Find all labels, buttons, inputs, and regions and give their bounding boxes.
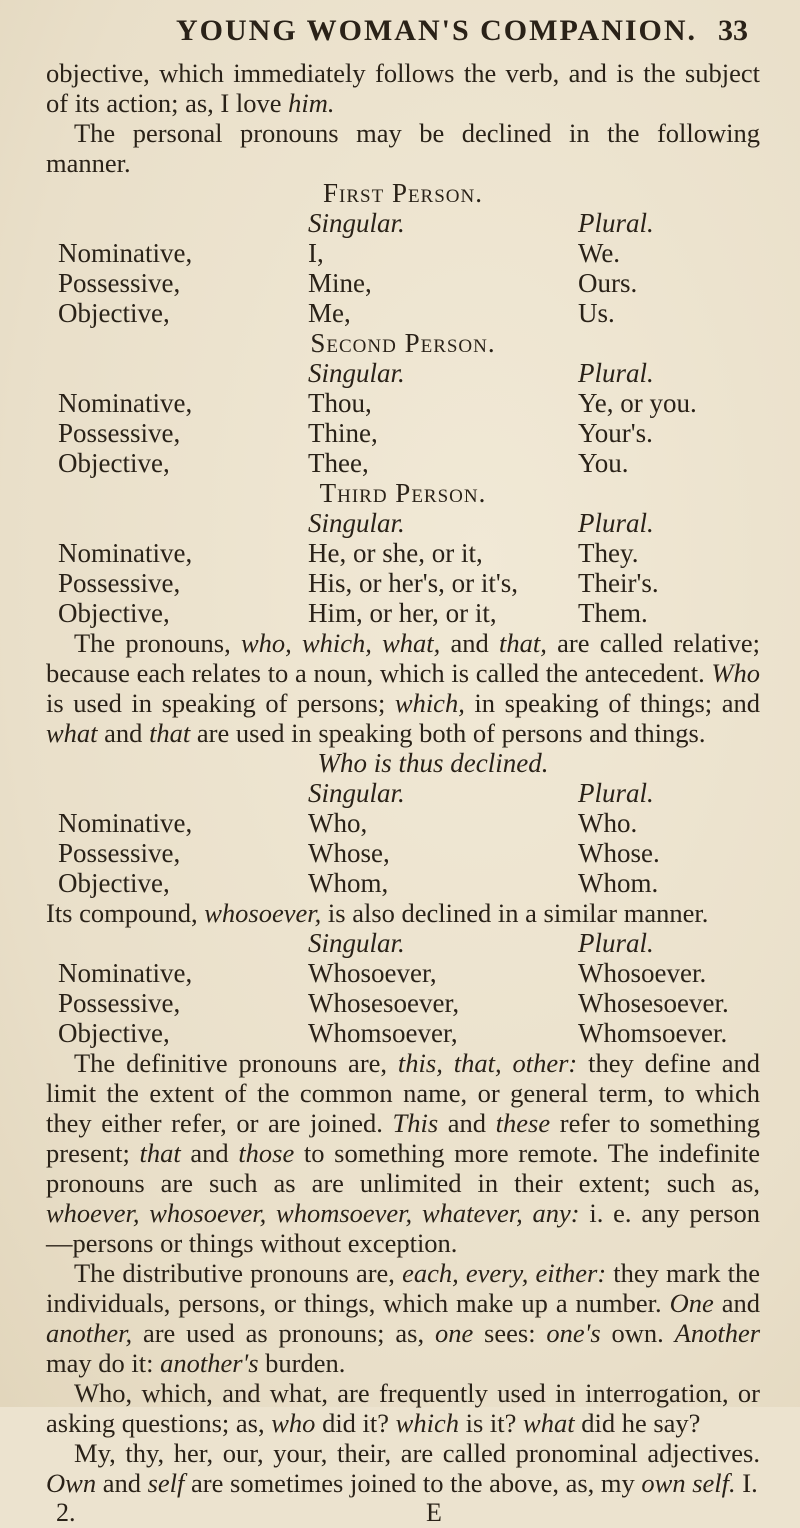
case-label: Objective, — [58, 1018, 170, 1048]
text-run: self — [147, 1468, 185, 1498]
plural-header: Plural. — [578, 208, 654, 238]
text-run: these — [495, 1108, 551, 1138]
text-run: another's — [160, 1348, 259, 1378]
third-person-heading: Third Person. — [319, 478, 487, 508]
case-label: Possessive, — [58, 568, 181, 598]
text-run: are called relative; because each relates to a noun, which is called the antecedent. — [46, 628, 761, 688]
plural-header: Plural. — [578, 778, 654, 808]
text-run: Another — [674, 1318, 761, 1348]
text-run: did it? — [315, 1408, 396, 1438]
plural-header: Plural. — [578, 508, 654, 538]
case-label: Nominative, — [58, 538, 193, 568]
who-table — [46, 778, 760, 898]
singular-form: Mine, — [308, 268, 372, 298]
text-run: Its compound, — [46, 898, 205, 928]
text-run: are sometimes joined to the above, as, my — [184, 1468, 642, 1498]
text-run: and — [97, 718, 150, 748]
text-run: one — [434, 1318, 474, 1348]
table-row — [46, 988, 760, 1018]
table-header — [46, 508, 760, 538]
table-row — [46, 958, 760, 988]
case-label: Nominative, — [58, 238, 193, 268]
third-person-table — [46, 508, 760, 628]
text-run: in speaking of things; and — [464, 688, 760, 718]
text-run: they mark the individuals, persons, or things, which make up a number. — [46, 1258, 760, 1318]
text-run: are used in speaking both of persons and things. — [190, 718, 706, 748]
intro-paragraph — [46, 58, 760, 118]
singular-form: His, or her's, or it's, — [308, 568, 518, 598]
plural-form: Whosoever. — [578, 958, 707, 988]
text-run: to something more remote. The indefinite pronouns are such as are unlimited in their extent; such as, — [46, 1138, 761, 1198]
case-label: Nominative, — [58, 388, 193, 418]
text-run: whosoever, — [204, 898, 322, 928]
case-label: Objective, — [58, 868, 170, 898]
text-run: and — [180, 1138, 239, 1168]
text-run: refer to something present; — [46, 1108, 760, 1168]
text-run: One — [669, 1288, 714, 1318]
singular-form: Whose, — [308, 838, 390, 868]
text-run: and — [713, 1288, 761, 1318]
singular-form: Who, — [308, 808, 368, 838]
relative-pronouns-paragraph — [46, 628, 760, 748]
distributive-pronouns-paragraph — [46, 1258, 760, 1378]
plural-form: Us. — [578, 298, 615, 328]
text-run: The pronouns, — [74, 628, 241, 658]
text-run: own self. — [641, 1468, 736, 1498]
plural-form: Ours. — [578, 268, 638, 298]
text-run: My, thy, her, our, your, their, are called pronominal adjectives. — [74, 1438, 760, 1468]
text-run: one's — [546, 1318, 601, 1348]
plural-form: Ye, or you. — [578, 388, 697, 418]
text-run: may do it: — [46, 1348, 161, 1378]
who-declension-title: Who is thus declined. — [317, 748, 549, 778]
text-run: that, — [499, 628, 547, 658]
text-run: is it? — [458, 1408, 524, 1438]
first-person-heading: First Person. — [323, 178, 483, 208]
text-run: is used in speaking of persons; — [46, 688, 395, 718]
case-label: Nominative, — [58, 808, 193, 838]
text-run: own. — [600, 1318, 675, 1348]
singular-form: I, — [308, 238, 324, 268]
table-row — [46, 418, 760, 448]
compound-paragraph — [46, 898, 760, 928]
plural-form: We. — [578, 238, 621, 268]
plural-form: Their's. — [578, 568, 659, 598]
case-label: Possessive, — [58, 268, 181, 298]
text-run: The definitive pronouns are, — [74, 1048, 398, 1078]
text-run: what — [523, 1408, 575, 1438]
text-run: burden. — [258, 1348, 346, 1378]
text-run: each, every, either: — [402, 1258, 607, 1288]
table-header — [46, 208, 760, 238]
plural-form: Whosesoever. — [578, 988, 729, 1018]
singular-form: Whomsoever, — [308, 1018, 458, 1048]
whosoever-table — [46, 928, 760, 1048]
table-row — [46, 538, 760, 568]
second-person-table — [46, 358, 760, 478]
singular-form: Me, — [308, 298, 351, 328]
text-run: which, — [394, 688, 465, 718]
text-run: are used as pronouns; as, — [132, 1318, 435, 1348]
text-run: and — [438, 1108, 496, 1138]
text-run: which — [395, 1408, 459, 1438]
singular-form: Thou, — [308, 388, 372, 418]
text-run: this, that, other: — [397, 1048, 578, 1078]
singular-form: Him, or her, or it, — [308, 598, 497, 628]
table-row — [46, 868, 760, 898]
intro-paragraph-2: The personal pronouns may be declined in the following manner. — [46, 118, 760, 178]
first-person-table — [46, 208, 760, 328]
singular-header: Singular. — [308, 208, 405, 238]
table-row — [46, 1018, 760, 1048]
text-run: i. e. any person—persons or things without exception. — [46, 1198, 760, 1258]
table-row — [46, 598, 760, 628]
definitive-pronouns-paragraph — [46, 1048, 760, 1258]
plural-form: Who. — [578, 808, 638, 838]
case-label: Possessive, — [58, 838, 181, 868]
singular-header: Singular. — [308, 358, 405, 388]
text-run: Who, which, and what, are frequently used in interrogation, or asking questions; as, — [46, 1378, 760, 1438]
text-run: did he say? — [574, 1408, 701, 1438]
case-label: Objective, — [58, 598, 170, 628]
plural-form: Whose. — [578, 838, 660, 868]
text-run: that — [149, 718, 191, 748]
text-run: who, which, what, — [240, 628, 441, 658]
text-run: whoever, whosoever, whomsoever, whatever, any: — [46, 1198, 580, 1228]
text-run: those — [238, 1138, 295, 1168]
case-label: Nominative, — [58, 958, 193, 988]
pronominal-adjectives-paragraph — [46, 1438, 760, 1498]
plural-form: You. — [578, 448, 629, 478]
plural-header: Plural. — [578, 358, 654, 388]
table-row — [46, 838, 760, 868]
table-row — [46, 808, 760, 838]
text-run: him. — [288, 88, 335, 118]
plural-form: Your's. — [578, 418, 653, 448]
plural-header: Plural. — [578, 928, 654, 958]
singular-form: Whosesoever, — [308, 988, 460, 1018]
page-footer — [46, 1498, 760, 1528]
text-run: they define and limit the extent of the common name, or general term, to which they either refer, or are joined. — [46, 1048, 760, 1138]
interrogation-paragraph — [46, 1378, 760, 1438]
table-row — [46, 568, 760, 598]
table-row — [46, 238, 760, 268]
singular-header: Singular. — [308, 508, 405, 538]
text-run: Own — [46, 1468, 97, 1498]
table-row — [46, 448, 760, 478]
text-run: another, — [46, 1318, 133, 1348]
plural-form: Them. — [578, 598, 648, 628]
singular-header: Singular. — [308, 928, 405, 958]
case-label: Objective, — [58, 298, 170, 328]
gathering-mark: E — [426, 1498, 442, 1527]
plural-form: Whom. — [578, 868, 659, 898]
page-number: 33 — [718, 14, 748, 47]
text-run: and — [440, 628, 500, 658]
text-run: and — [96, 1468, 148, 1498]
case-label: Objective, — [58, 448, 170, 478]
running-head: YOUNG WOMAN'S COMPANION. — [176, 14, 698, 47]
case-label: Possessive, — [58, 988, 181, 1018]
text-run: The distributive pronouns are, — [74, 1258, 403, 1288]
second-person-heading: Second Person. — [310, 328, 496, 358]
text-run: who — [271, 1408, 316, 1438]
signature-mark: 2. — [56, 1498, 76, 1527]
table-header — [46, 358, 760, 388]
singular-form: Thine, — [308, 418, 378, 448]
case-label: Possessive, — [58, 418, 181, 448]
text-run: I. — [735, 1468, 758, 1498]
singular-form: Whom, — [308, 868, 389, 898]
singular-header: Singular. — [308, 778, 405, 808]
table-header — [46, 778, 760, 808]
plural-form: Whomsoever. — [578, 1018, 728, 1048]
table-row — [46, 298, 760, 328]
table-row — [46, 388, 760, 418]
text-run: that — [139, 1138, 181, 1168]
singular-form: Thee, — [308, 448, 369, 478]
singular-form: Whosoever, — [308, 958, 437, 988]
text-run: sees: — [473, 1318, 547, 1348]
page-header — [46, 14, 760, 58]
text-run: what — [46, 718, 98, 748]
plural-form: They. — [578, 538, 639, 568]
text-run: Who — [711, 658, 760, 688]
text-run: is also declined in a similar manner. — [321, 898, 709, 928]
table-header — [46, 928, 760, 958]
table-row — [46, 268, 760, 298]
singular-form: He, or she, or it, — [308, 538, 483, 568]
text-run: objective, which immediately follows the verb, and is the subject of its action; as, I love — [46, 58, 760, 118]
text-run: This — [392, 1108, 439, 1138]
